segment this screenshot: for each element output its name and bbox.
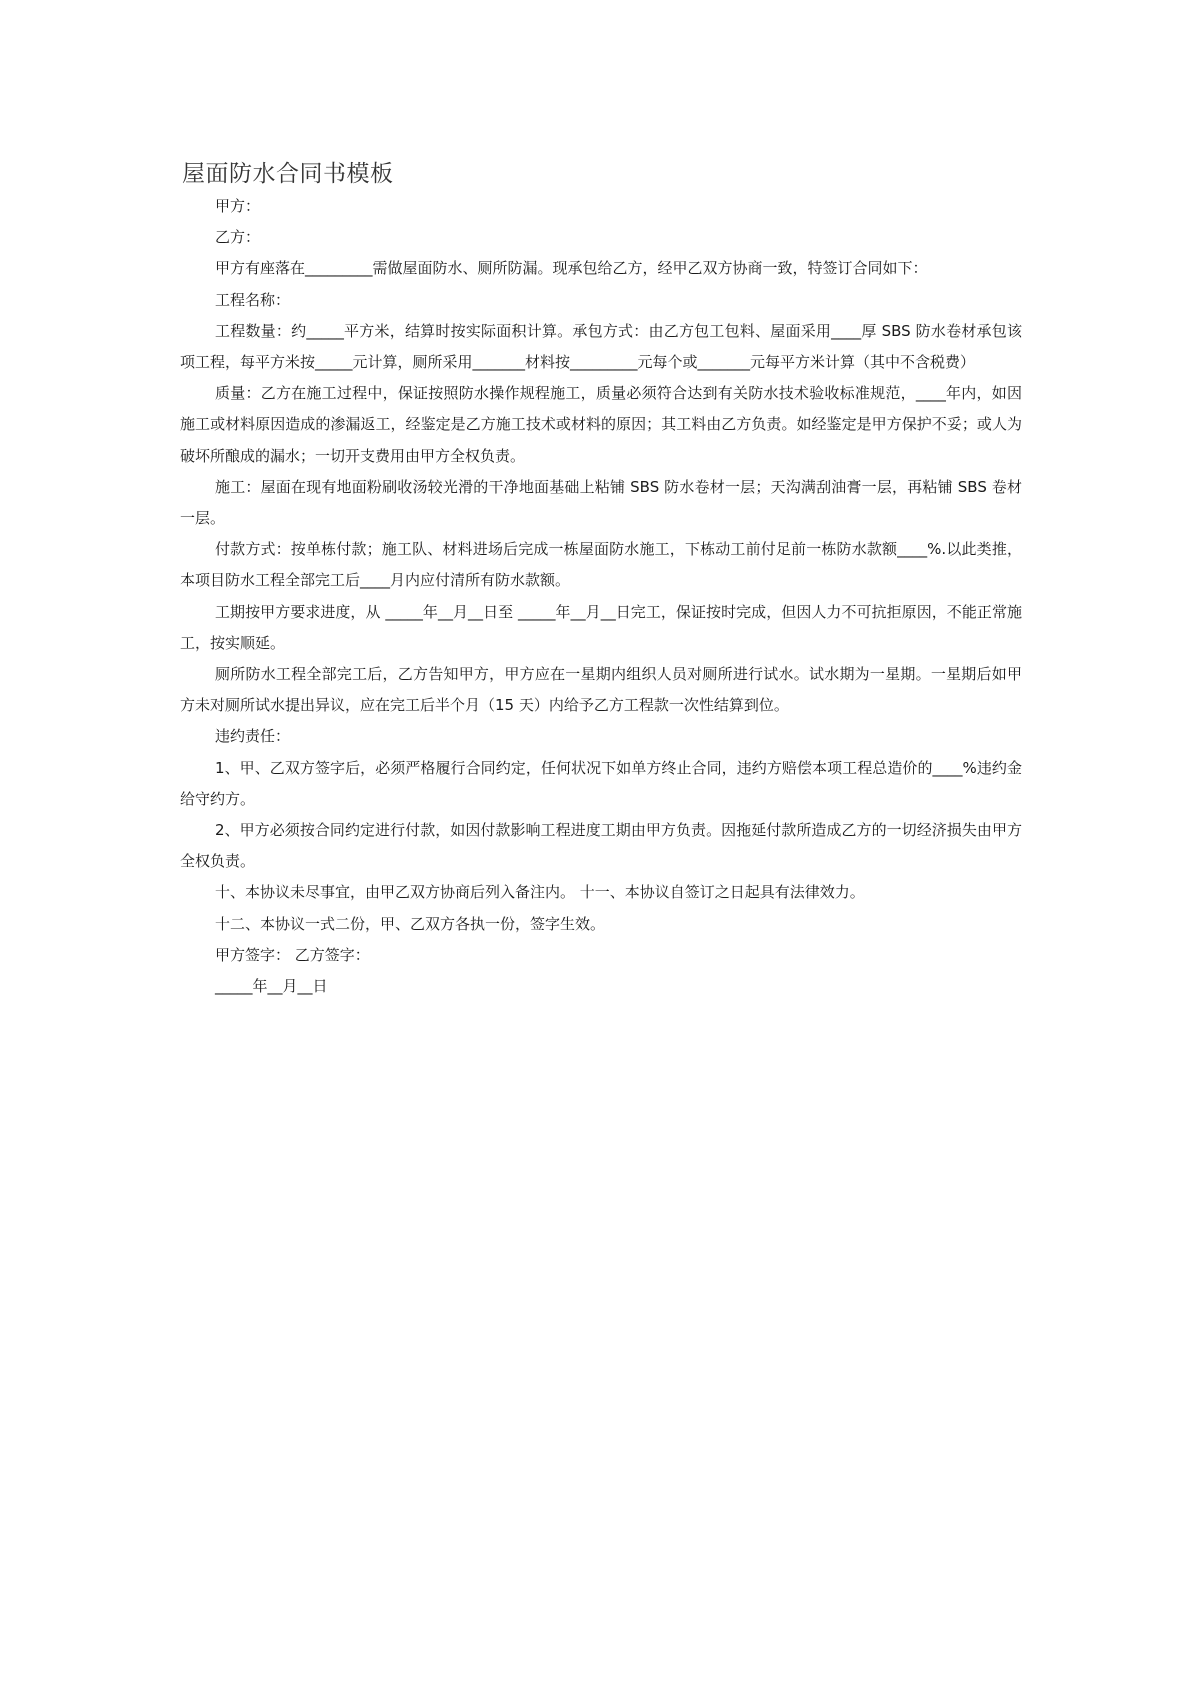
party-b-line: 乙方： [215, 228, 261, 247]
party-a-line: 甲方： [215, 197, 261, 215]
breach-clause-1: 1、甲、乙双方签字后，必须严格履行合同约定，任何状况下如单方终止合同，违约方赔偿本项工程总造价的____%违约金给守约方。 [180, 758, 1022, 808]
date-line: _____年__月__日 [215, 977, 328, 996]
quality-paragraph: 质量：乙方在施工过程中，保证按照防水操作规程施工，质量必须符合达到有关防水技术验收标准规范，____年内，如因施工或材料原因造成的渗漏返工，经鉴定是乙方施工技术或材料的原因；其工料由乙方负责。如经鉴定是甲方保护不妥；或人为破坏所酿成的漏水；一切开支费用由甲方全权负责。 [180, 384, 1022, 465]
construction-paragraph: 施工：屋面在现有地面粉刷收汤较光滑的干净地面基础上粘铺 SBS 防水卷材一层；天沟满刮油膏一层，再粘铺 SBS 卷材一层。 [180, 477, 1022, 528]
schedule-paragraph: 工期按甲方要求进度，从 _____年__月__日至 _____年__月__日完工，保证按时完成，但因人力不可抗拒原因，不能正常施工，按实顺延。 [180, 602, 1022, 652]
quantity-paragraph: 工程数量：约_____平方米，结算时按实际面积计算。承包方式：由乙方包工包料、屋面采用____厚 SBS 防水卷材承包该项工程，每平方米按_____元计算，厕所采用_______材料按_________元每个或_______元每平方米计算（其中不含税费） [180, 321, 1022, 372]
clause-12: 十二、本协议一式二份，甲、乙双方各执一份，签字生效。 [215, 914, 606, 933]
toilet-test-paragraph: 厕所防水工程全部完工后，乙方告知甲方，甲方应在一星期内组织人员对厕所进行试水。试水期为一星期。一星期后如甲方未对厕所试水提出异议，应在完工后半个月（15 天）内给予乙方工程款一次性结算到位。 [180, 665, 1022, 715]
project-name-line: 工程名称： [215, 290, 291, 309]
breach-heading: 违约责任： [215, 727, 291, 746]
payment-paragraph: 付款方式：按单栋付款；施工队、材料进场后完成一栋屋面防水施工，下栋动工前付足前一栋防水款额____%.以此类推，本项目防水工程全部完工后____月内应付清所有防水款额。 [180, 540, 1022, 590]
signature-line: 甲方签字： 乙方签字： [215, 945, 370, 964]
intro-paragraph: 甲方有座落在_________需做屋面防水、厕所防漏。现承包给乙方，经甲乙双方协商一致，特签订合同如下： [215, 259, 928, 278]
breach-clause-2: 2、甲方必须按合同约定进行付款，如因付款影响工程进度工期由甲方负责。因拖延付款所造成乙方的一切经济损失由甲方全权负责。 [180, 821, 1022, 871]
clause-10-11: 十、本协议未尽事宜，由甲乙双方协商后列入备注内。 十一、本协议自签订之日起具有法律效力。 [215, 883, 865, 902]
document-title: 屋面防水合同书模板 [182, 161, 394, 187]
document-body [180, 191, 1022, 1002]
